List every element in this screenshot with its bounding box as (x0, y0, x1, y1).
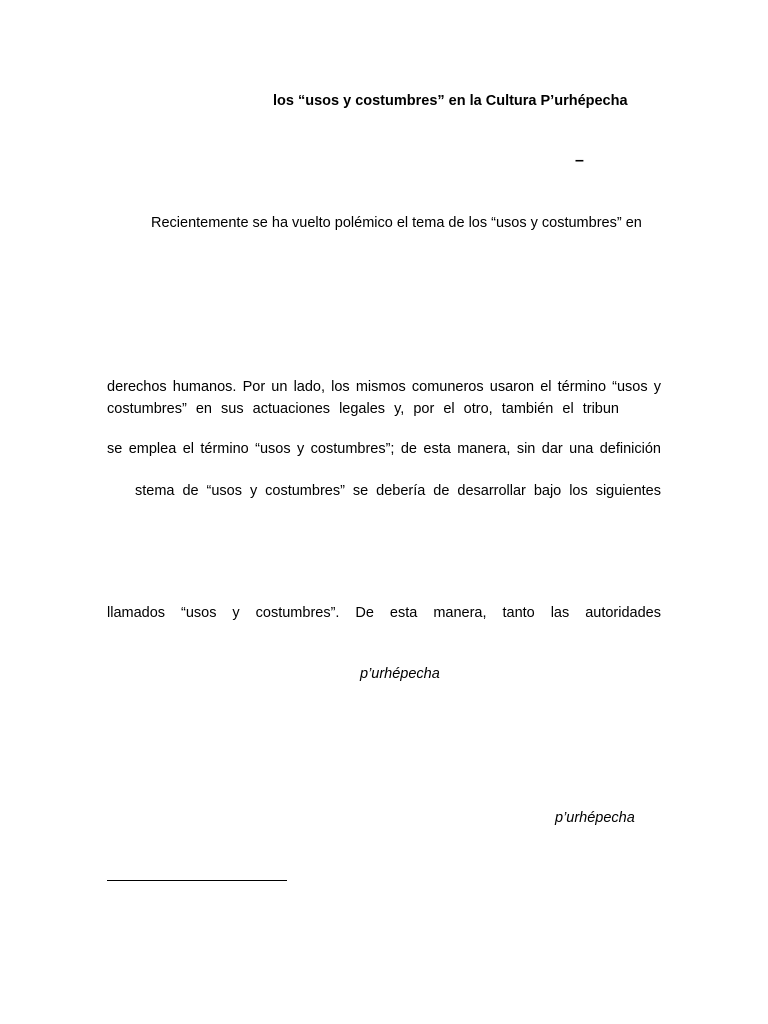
text-line: se emplea el término “usos y costumbres”; de esta manera, sin dar una definición (107, 441, 661, 457)
footnote-separator (107, 880, 287, 881)
text-line: derechos humanos. Por un lado, los mismos comuneros usaron el término “usos y (107, 379, 661, 395)
text-line: llamados “usos y costumbres”. De esta manera, tanto las autoridades (107, 605, 661, 621)
document-title: los “usos y costumbres” en la Cultura P’urhépecha (273, 93, 628, 109)
italic-term: p’urhépecha (360, 666, 440, 682)
text-line: costumbres” en sus actuaciones legales y, por el otro, también el tribun (107, 401, 619, 417)
italic-term: p’urhépecha (555, 810, 635, 826)
paragraph-first-line: Recientemente se ha vuelto polémico el tema de los “usos y costumbres” en (151, 215, 642, 231)
subtitle-dash: – (575, 152, 584, 169)
text-line: stema de “usos y costumbres” se debería de desarrollar bajo los siguientes (135, 483, 661, 499)
